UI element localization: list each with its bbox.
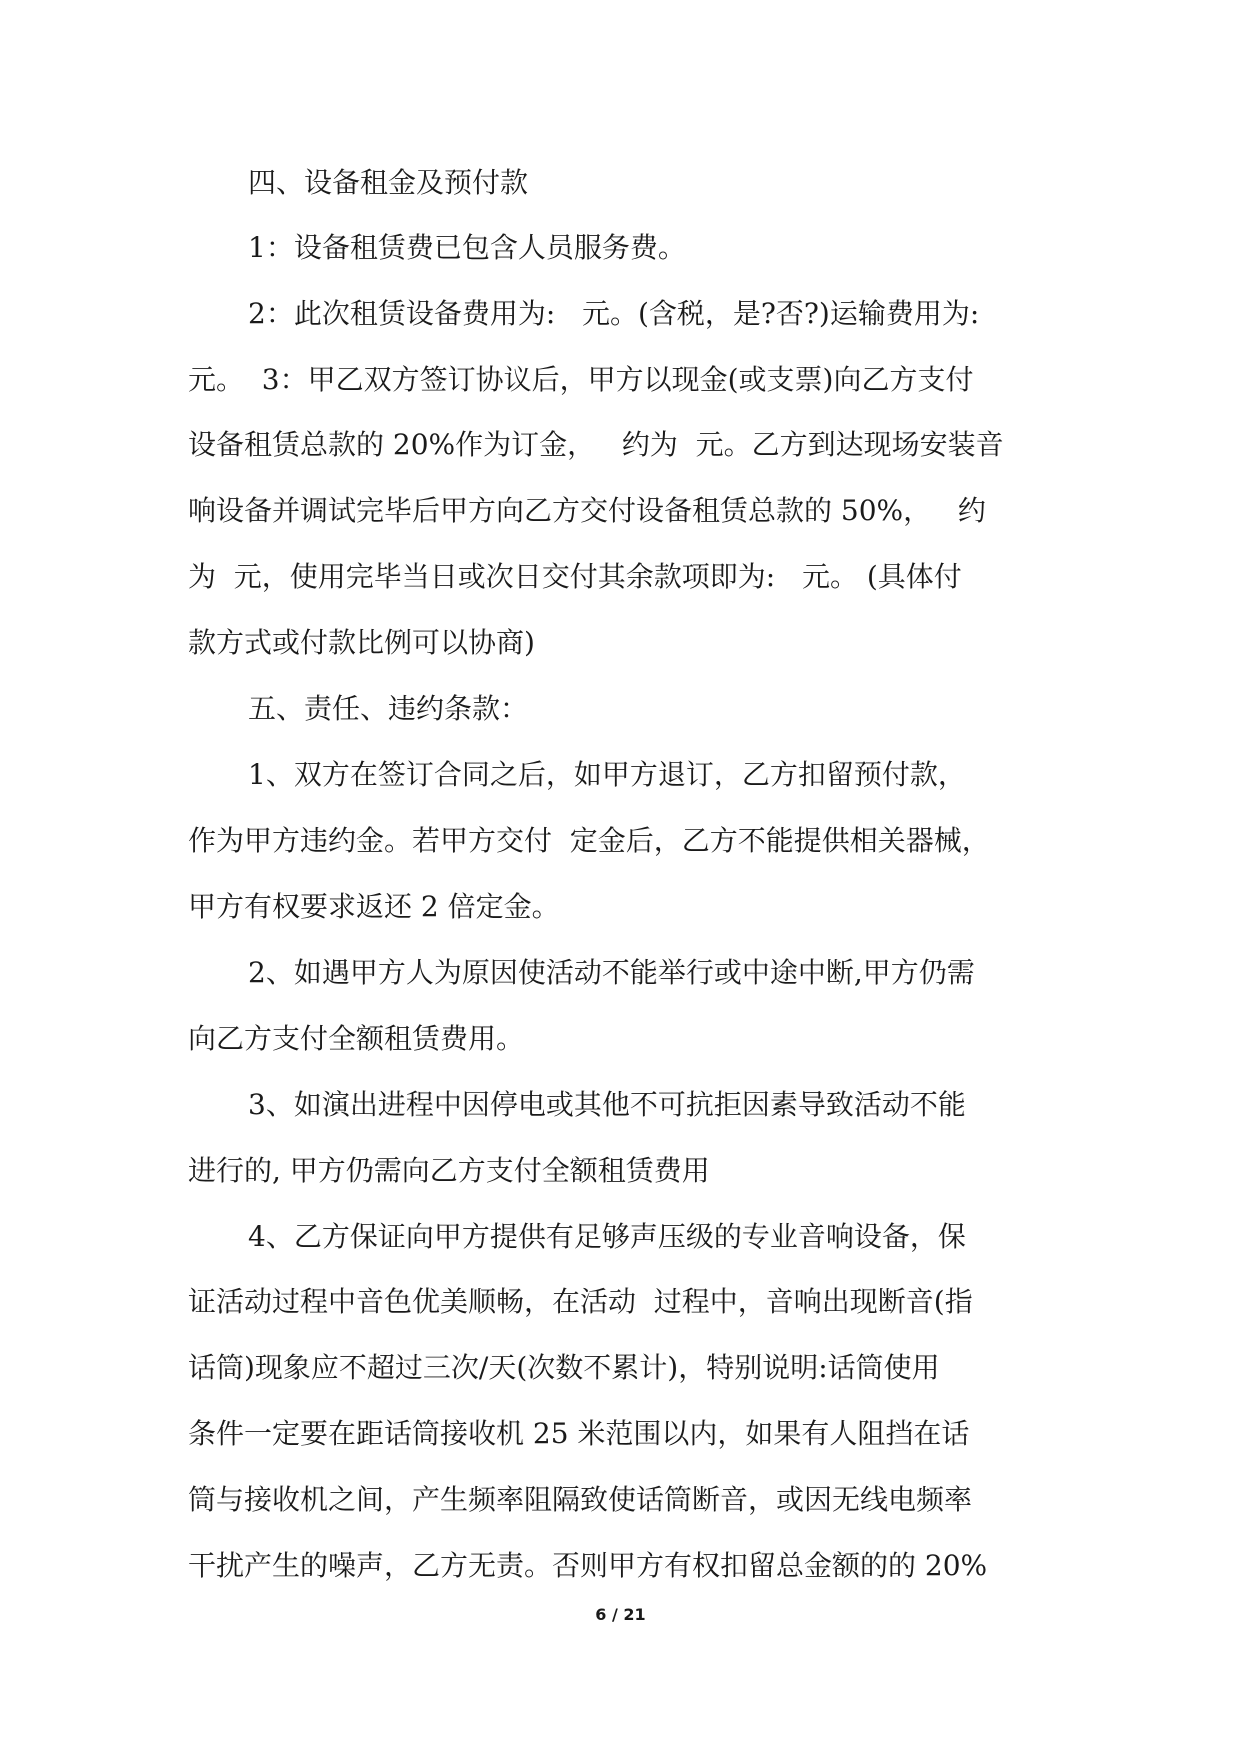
paragraph-line: 4、乙方保证向甲方提供有足够声压级的专业音响设备，保 — [248, 1220, 966, 1253]
paragraph-line: 2：此次租赁设备费用为: 元。(含税，是?否?)运输费用为: — [248, 297, 980, 330]
paragraph-line: 条件一定要在距话筒接收机 25 米范围以内，如果有人阻挡在话 — [188, 1417, 970, 1450]
paragraph-line: 为 元，使用完毕当日或次日交付其余款项即为: 元。 (具体付 — [188, 560, 962, 593]
paragraph-line: 甲方有权要求返还 2 倍定金。 — [188, 890, 560, 923]
paragraph-line: 筒与接收机之间，产生频率阻隔致使话筒断音，或因无线电频率 — [188, 1483, 973, 1516]
paragraph-line: 2、如遇甲方人为原因使活动不能举行或中途中断,甲方仍需 — [248, 956, 975, 989]
paragraph-line: 3、如演出进程中因停电或其他不可抗拒因素导致活动不能 — [248, 1088, 966, 1121]
paragraph-line: 设备租赁总款的 20%作为订金， 约为 元。乙方到达现场安装音 — [188, 428, 1004, 461]
paragraph-line: 款方式或付款比例可以协商) — [188, 626, 535, 659]
paragraph-line: 话筒)现象应不超过三次/天(次数不累计)，特别说明:话筒使用 — [188, 1351, 940, 1384]
paragraph-line: 1：设备租赁费已包含人员服务费。 — [248, 231, 686, 264]
paragraph-line: 1、双方在签订合同之后，如甲方退订，乙方扣留预付款， — [248, 758, 966, 791]
section-heading-rent: 四、设备租金及预付款 — [248, 166, 529, 199]
paragraph-line: 响设备并调试完毕后甲方向乙方交付设备租赁总款的 50%， 约 — [188, 494, 986, 527]
paragraph-line: 向乙方支付全额租赁费用。 — [188, 1022, 525, 1055]
paragraph-line: 证活动过程中音色优美顺畅，在活动 过程中，音响出现断音(指 — [188, 1285, 973, 1318]
paragraph-line: 作为甲方违约金。若甲方交付 定金后，乙方不能提供相关器械， — [188, 824, 990, 857]
paragraph-line: 进行的, 甲方仍需向乙方支付全额租赁费用 — [188, 1154, 710, 1187]
paragraph-line: 干扰产生的噪声，乙方无责。否则甲方有权扣留总金额的的 20% — [188, 1549, 988, 1582]
paragraph-line: 元。 3：甲乙双方签订协议后，甲方以现金(或支票)向乙方支付 — [188, 363, 974, 396]
section-heading-liability: 五、责任、违约条款： — [248, 692, 529, 725]
page-number: 6 / 21 — [595, 1605, 646, 1624]
